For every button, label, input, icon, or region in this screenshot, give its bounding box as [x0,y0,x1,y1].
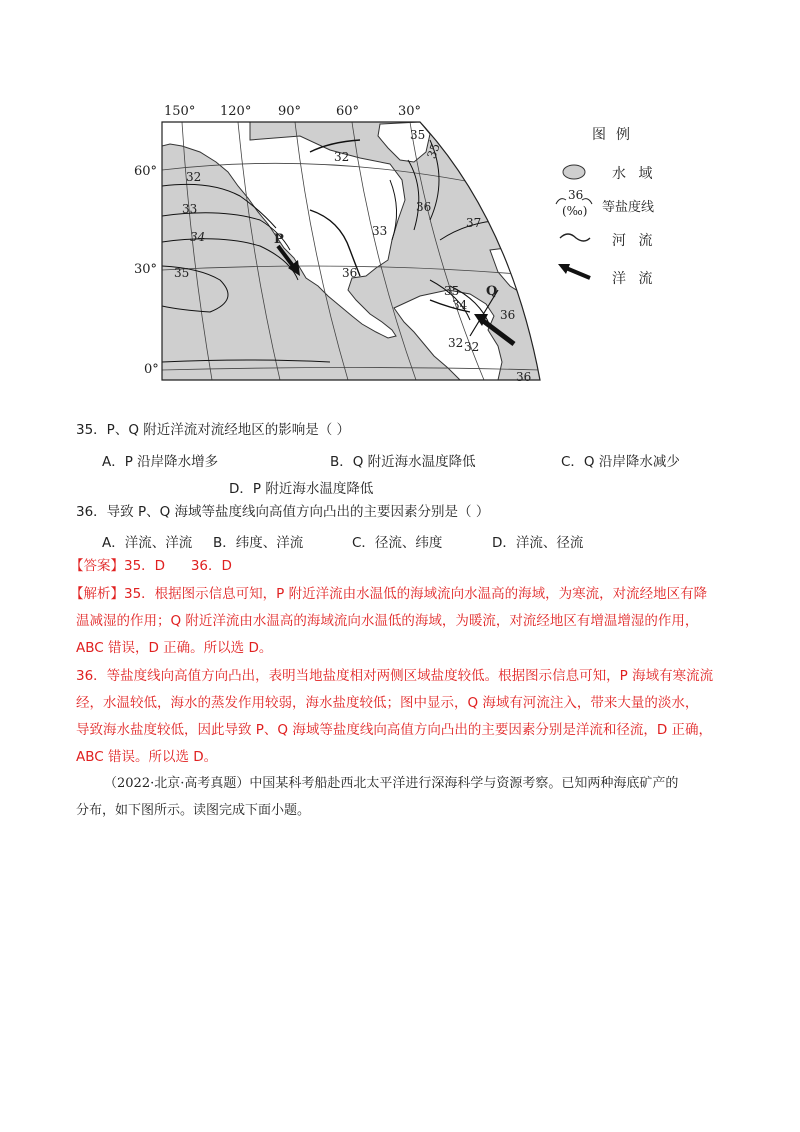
analysis-line-7: ABC 错误。所以选 D。 [76,749,218,765]
salinity-map-figure [130,100,670,410]
intro-text: 中国某科考船赴西北太平洋进行深海科学与资源考察。已知两种海底矿产的 [249,776,679,791]
isoline-label: 33 [182,202,198,216]
isoline-label: 35 [424,141,443,161]
analysis-line-2: 温减湿的作用；Q 附近洋流由水温高的海域流向水温低的海域，为暖流，对流经地区有增温增湿的作用， [76,613,699,629]
isoline-label: 34 [190,230,206,244]
analysis-text: 35．根据图示信息可知，P 附近洋流由水温低的海域流向水温高的海域，为寒流，对流经地区有降 [124,586,708,602]
legend-title: 图例 [592,127,640,143]
lat-label-30: 30° [134,262,158,277]
analysis-line-6: 导致海水盐度较低，因此导致 P、Q 海域等盐度线向高值方向凸出的主要因素分别是洋流和径流，D 正确， [76,722,713,738]
legend-isohaline-label: 等盐度线 [602,200,655,215]
legend-water-swatch [563,165,585,179]
lon-label-120: 120° [220,104,252,119]
isoline-label: 33 [372,224,388,238]
isoline-label: 32 [464,340,480,354]
point-p-label: P [274,232,284,247]
q35-option-c: C．Q 沿岸降水减少 [561,454,680,470]
lon-label-90: 90° [278,104,302,119]
analysis-label: 【解析】 [70,586,124,602]
q36-option-c: C．径流、纬度 [352,535,443,551]
q36-option-d: D．洋流、径流 [492,535,584,551]
intro-line-1 [104,774,678,794]
q35-option-b: B．Q 附近海水温度降低 [330,454,476,470]
question-36-stem: 36．导致 P、Q 海域等盐度线向高值方向凸出的主要因素分别是（ ） [76,504,490,520]
answer-label: 【答案】 [70,558,124,574]
analysis-line-4: 36．等盐度线向高值方向凸出，表明当地盐度相对两侧区域盐度较低。根据图示信息可知，P 海域有寒流流 [76,668,714,684]
legend-water-label: 水 域 [612,166,657,182]
point-q-label: Q [486,284,498,299]
isoline-label: 35 [410,128,426,142]
map-graphic [130,100,670,410]
q35-option-d: D．P 附近海水温度降低 [229,481,374,497]
intro-line-2: 分布，如下图所示。读图完成下面小题。 [76,803,311,818]
q35-option-a: A．P 沿岸降水增多 [102,454,219,470]
legend-river-label: 河 流 [612,233,657,249]
lon-label-150: 150° [164,104,196,119]
isoline-label: 35 [174,266,190,280]
legend-current-label: 洋 流 [612,271,657,287]
answer-line [70,556,232,576]
lat-label-60: 60° [134,164,158,179]
lon-label-30: 30° [398,104,422,119]
intro-source: （2022·北京·高考真题） [104,776,250,791]
isoline-label: 32 [334,150,350,164]
lon-label-60: 60° [336,104,360,119]
isoline-label: 37 [466,216,482,230]
q36-option-b: B．纬度、洋流 [213,535,304,551]
isoline-label: 36 [516,370,532,384]
question-35-stem: 35．P、Q 附近洋流对流经地区的影响是（ ） [76,422,351,438]
legend-isohaline-value: 36 [568,188,584,202]
answer-value: 35．D 36．D [124,558,232,574]
legend-current-swatch [566,268,590,278]
analysis-line-3: ABC 错误，D 正确。所以选 D。 [76,640,273,656]
isoline-label: 36 [342,266,358,280]
isoline-label: 32 [448,336,464,350]
legend-river-swatch [560,234,590,241]
q36-option-a: A．洋流、洋流 [102,535,193,551]
legend-isohaline-unit: (‰) [562,204,588,218]
isoline-label: 35 [444,284,460,298]
analysis-line-1 [70,584,707,604]
isoline-label: 34 [452,298,468,312]
isoline-label: 36 [416,200,432,214]
isoline-label: 36 [500,308,516,322]
lat-label-0: 0° [144,362,159,377]
legend-graphics [556,165,592,278]
analysis-line-5: 经，水温较低，海水的蒸发作用较弱，海水盐度较低；图中显示，Q 海域有河流注入，带来大量的淡水， [76,695,699,711]
isoline-label: 32 [186,170,202,184]
